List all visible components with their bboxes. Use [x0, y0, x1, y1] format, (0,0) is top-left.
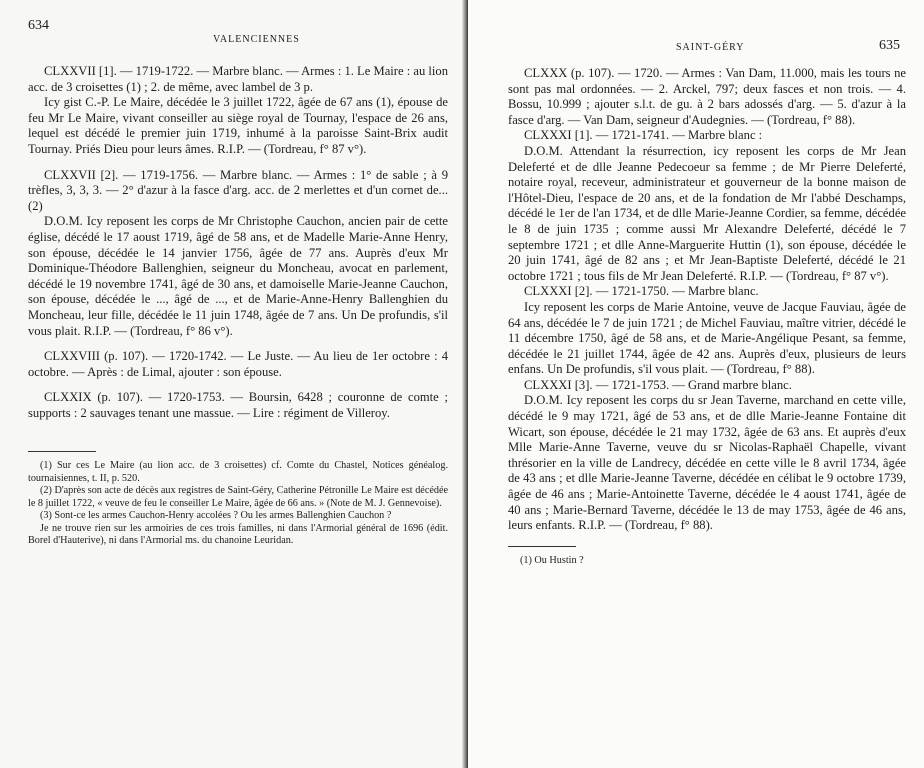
entry-heading: CLXXXI [1]. — 1721-1741. — Marbre blanc :: [524, 128, 763, 143]
left-running-title: VALENCIENNES: [213, 34, 300, 45]
entry-clxxxi-3: [508, 378, 906, 534]
entry-clxxviii: [28, 349, 448, 380]
entry-text: D.O.M. Attendant la résurrection, icy reposent les corps de Mr Jean Deleferté et de dlle Jeanne Pedecoeur sa femme ; de Mr Pierre Deleferté, notaire royal, receveur, administrateur et gouverneur de la bonne maison de l'Hôtel-Dieu, l'espace de 20 ans, et de la fondation de Mr l'abbé Deschamps, décédé le 1er de l'an 1734, et de dlle Marie-Jeanne Cordier, sa femme, décédée le 8 de juin 1735 ; comme aussi Mr Alexandre Deleferté, décédé le 7 septembre 1721 ; et dlle Anne-Marguerite Huttin (1), son épouse, décédée le 20 juin 1741, âgé de 82 ans ; et Mr Jean-Baptiste Deleferté, décédé le 21 octobre 1721 ; tous fils de Mr Jean Deleferté. R.I.P. — (Tordreau, f° 87 v°).: [508, 143, 906, 283]
entry-heading: CLXXIX (p. 107). — 1720-1753. — Boursin, 6428 ; couronne de comte ; supports : 2 sauvages tenant une massue. — Lire : régiment de Villeroy.: [28, 390, 448, 420]
footnote-divider: [508, 546, 576, 547]
footnote-divider: [28, 451, 96, 452]
footnote: (3) Sont-ce les armes Cauchon-Henry accolées ? Ou les armes Ballenghien Cauchon ?: [40, 510, 392, 522]
footnote: Je ne trouve rien sur les armoiries de ces trois familles, ni dans l'Armorial général de 1696 (édit. Borel d'Hauterive), ni dans l'Armorial ms. du chanoine Leuridan.: [28, 522, 448, 546]
entry-clxxvii-1: [28, 64, 448, 158]
right-running-title: SAINT-GÉRY: [676, 42, 745, 53]
entry-text: Icy gist C.-P. Le Maire, décédée le 3 juillet 1722, âgée de 67 ans (1), épouse de feu Mr Le Maire, vivant conseiller au siège royal de Tournay, l'espace de 26 ans, lequel est décédé le premier juin 1719, inhumé à la paroisse Saint-Brix audit Tournay. Priés Dieu pour leurs âmes. R.I.P. — (Tordreau, f° 87 v°).: [28, 95, 448, 156]
footnote: (1) Sur ces Le Maire (au lion acc. de 3 croisettes) cf. Comte du Chastel, Notices généalog. tournaisiennes, t. II, p. 520.: [28, 460, 448, 484]
entry-clxxix: [28, 390, 448, 421]
entry-text: Icy reposent les corps de Marie Antoine, veuve de Jacque Fauviau, âgée de 64 ans, décédée le 7 de juin 1721 ; de Michel Fauviau, maître vitrier, décédé le 11 décembre 1750, âgé de 58 ans, et de Marie-Angélique Pesant, sa femme, décédée le 21 juillet 1744, âgée de 42 ans. Auprès d'eux, plusieurs de leurs enfans. Un De profundis, s'il vous plait. — (Tordreau, f° 88).: [508, 299, 906, 377]
right-page: [468, 0, 924, 768]
left-footnotes: [28, 460, 448, 547]
left-page-header: [28, 18, 448, 45]
right-page-number: 635: [879, 38, 900, 53]
right-page-header: [508, 38, 906, 62]
entry-heading: CLXXVIII (p. 107). — 1720-1742. — Le Juste. — Au lieu de 1er octobre : 4 octobre. — Après : de Limal, ajouter : son épouse.: [28, 349, 448, 379]
entry-heading: CLXXVII [1]. — 1719-1722. — Marbre blanc. — Armes : 1. Le Maire : au lion acc. de 3 croisettes (1) ; 2. de même, avec lambel de 3 p.: [28, 64, 448, 94]
footnote: (2) D'après son acte de décès aux registres de Saint-Géry, Catherine Pétronille Le Maire est décédée le 8 juillet 1722, « veuve de feu le conseiller Le Maire, âgée de 66 ans. » (Note de M. J. Gennevoise).: [28, 485, 448, 509]
entry-heading: CLXXXI [2]. — 1721-1750. — Marbre blanc.: [524, 284, 759, 299]
entry-heading: CLXXX (p. 107). — 1720. — Armes : Van Dam, 11.000, mais les tours ne sont pas mal ordonnées. — 2. Arckel, 797; deux fasces et non trois. — 4. Bossu, 10.999 ; ajouter s.l.t. de gu. à 2 bars adossés d'arg. — 5. d'azur à la fasce d'arg. — Van Dam, seigneur d'Audegnies. — (Tordreau, f° 88).: [508, 66, 906, 127]
right-footnotes: [508, 555, 906, 567]
entry-heading: CLXXXI [3]. — 1721-1753. — Grand marbre blanc.: [524, 377, 792, 392]
entry-clxxvii-2: [28, 168, 448, 340]
entry-text: D.O.M. Icy reposent les corps du sr Jean Taverne, marchand en cette ville, décédé le 9 may 1721, âgé de 53 ans, et de dlle Marie-Jeanne Fontaine dit Wicart, son épouse, décédée le 21 may 1732, âgée de 63 ans. Et auprès d'eux Mlle Marie-Anne Taverne, veuve du sr Nicolas-Raphaël Chapelle, vivant thrésorier en la ville de Landrecy, décédée en cette ville le 8 avril 1734, âgée de 43 ans ; et dlle Marie-Jeanne Taverne, décédée en célibat le 9 octobre 1739, âgée de 46 ans ; Marie-Antoinette Taverne, décédée le 4 aoust 1741, âgée de 40 ans ; Marie-Bernard Taverne, décédée le 13 de may 1753, âgée de 46 ans, leurs enfants. R.I.P. — (Tordreau, f° 88).: [508, 393, 906, 533]
footnote: (1) Ou Hustin ?: [520, 554, 584, 566]
left-page-number: 634: [28, 18, 49, 33]
entry-text: D.O.M. Icy reposent les corps de Mr Christophe Cauchon, ancien pair de cette église, décédé le 17 aoust 1719, âgé de 58 ans, et de Madelle Marie-Anne Henry, son épouse, décédée le 14 janvier 1756, âgée de 77 ans. Auprès d'eux Mr Dominique-Théodore Ballenghien, seigneur du Moncheau, avocat en parlement, décédé le 19 novembre 1741, âgé de 30 ans, et damoiselle Marie-Jeanne Cauchon, son épouse, décédée le ..., âgé de ..., et de Marie-Anne-Henry Ballenghien du Moncheau, leur fille, décédée le 11 juin 1748, âgée de 7 ans. Un De profundis, s'il vous plait. R.I.P. — (Tordreau, f° 86 v°).: [28, 214, 448, 338]
entry-clxxxi-1: [508, 128, 906, 284]
entry-clxxxi-2: [508, 284, 906, 378]
entry-heading: CLXXVII [2]. — 1719-1756. — Marbre blanc. — Armes : 1° de sable ; à 9 trèfles, 3, 3, 3. — 2° d'azur à la fasce d'arg. acc. de 2 merlettes et d'un cornet de... (2): [28, 167, 448, 213]
entry-clxxx: [508, 66, 906, 128]
